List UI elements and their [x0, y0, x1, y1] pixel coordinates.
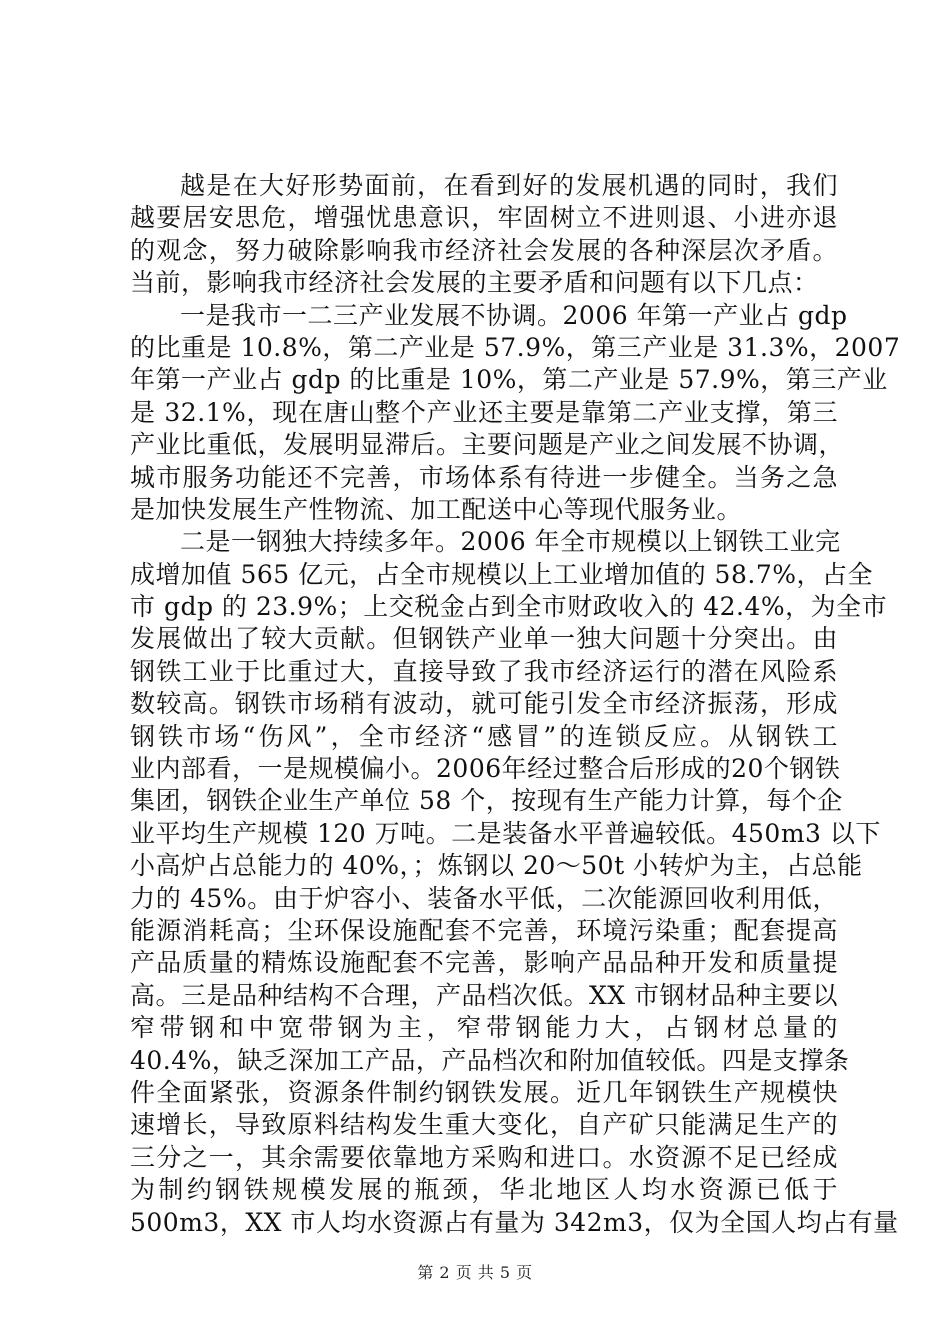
text-line: 钢铁市场“伤风”，全市经济“感冒”的连锁反应。从钢铁工: [130, 721, 838, 751]
text-line: 城市服务功能还不完善，市场体系有待进一步健全。当务之急: [130, 462, 838, 492]
text-line: 业平均生产规模 120 万吨。二是装备水平普遍较低。450m3 以下: [130, 818, 881, 848]
text-line: 的观念，努力破除影响我市经济社会发展的各种深层次矛盾。: [130, 235, 838, 265]
text-line: 年第一产业占 gdp 的比重是 10%，第二产业是 57.9%，第三产业: [130, 365, 888, 395]
text-line: 越要居安思危，增强忧患意识，牢固树立不进则退、小进亦退: [130, 203, 838, 233]
text-line: 三分之一，其余需要依靠地方采购和进口。水资源不足已经成: [130, 1142, 838, 1172]
text-line: 为制约钢铁规模发展的瓶颈，华北地区人均水资源已低于: [130, 1175, 838, 1205]
text-line: 二是一钢独大持续多年。2006 年全市规模以上钢铁工业完: [180, 527, 841, 557]
text-line: 500m3，XX 市人均水资源占有量为 342m3，仅为全国人均占有量: [130, 1207, 899, 1237]
text-line: 发展做出了较大贡献。但钢铁产业单一独大问题十分突出。由: [130, 624, 838, 654]
text-line: 速增长，导致原料结构发生重大变化，自产矿只能满足生产的: [130, 1110, 838, 1140]
text-line: 产业比重低，发展明显滞后。主要问题是产业之间发展不协调，: [130, 430, 845, 460]
text-line: 产品质量的精炼设施配套不完善，影响产品品种开发和质量提: [130, 948, 838, 978]
body-text: [130, 170, 901, 1239]
text-line: 钢铁工业于比重过大，直接导致了我市经济运行的潜在风险系: [130, 656, 838, 686]
text-line: 业内部看，一是规模偏小。2006年经过整合后形成的20个钢铁: [130, 754, 841, 784]
text-line: 的比重是 10.8%，第二产业是 57.9%，第三产业是 31.3%，2007: [130, 332, 901, 362]
text-line: 一是我市一二三产业发展不协调。2006 年第一产业占 gdp: [180, 300, 848, 330]
text-line: 40.4%，缺乏深加工产品，产品档次和附加值较低。四是支撑条: [130, 1045, 850, 1075]
text-line: 件全面紧张，资源条件制约钢铁发展。近几年钢铁生产规模快: [130, 1077, 838, 1107]
text-line: 能源消耗高；尘环保设施配套不完善，环境污染重；配套提高: [130, 915, 838, 945]
text-line: 数较高。钢铁市场稍有波动，就可能引发全市经济振荡，形成: [130, 689, 838, 719]
text-line: 当前，影响我市经济社会发展的主要矛盾和问题有以下几点：: [130, 268, 819, 298]
text-line: 市 gdp 的 23.9%；上交税金占到全市财政收入的 42.4%，为全市: [130, 592, 888, 622]
text-line: 小高炉占总能力的 40%，；炼钢以 20～50t 小转炉为主，占总能: [130, 851, 863, 881]
text-line: 成增加值 565 亿元，占全市规模以上工业增加值的 58.7%，占全: [130, 559, 873, 589]
text-line: 高。三是品种结构不合理，产品档次低。XX 市钢材品种主要以: [130, 980, 839, 1010]
text-line: 集团，钢铁企业生产单位 58 个，按现有生产能力计算，每个企: [130, 786, 843, 816]
text-line: 是 32.1%，现在唐山整个产业还主要是靠第二产业支撑，第三: [130, 397, 838, 427]
text-line: 力的 45%。由于炉容小、装备水平低，二次能源回收利用低，: [130, 883, 838, 913]
text-line: 是加快发展生产性物流、加工配送中心等现代服务业。: [130, 494, 743, 524]
page-footer: 第 2 页 共 5 页: [417, 1263, 533, 1282]
text-line: 越是在大好形势面前，在看到好的发展机遇的同时，我们: [180, 171, 838, 200]
text-line: 窄带钢和中宽带钢为主，窄带钢能力大，占钢材总量的: [130, 1013, 838, 1043]
